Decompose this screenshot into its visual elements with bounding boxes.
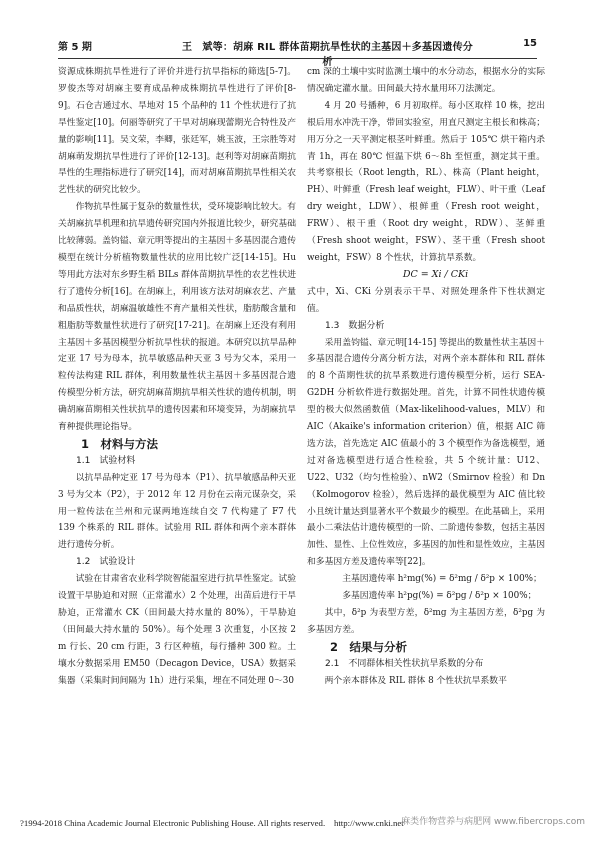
- running-header: [58, 38, 537, 68]
- watermark-text: 麻类作物营养与病肥网 www.fibercrops.com: [401, 817, 585, 827]
- page-footer: [20, 816, 585, 830]
- equation-line: 多基因遗传率 h²pg(%) = δ²pg / δ²p × 100%；: [342, 591, 537, 602]
- paragraph: 式中，Xi、CKi 分别表示干旱、对照处理条件下性状测定值。: [307, 286, 545, 314]
- subsection-heading: 2.1 不同群体相关性状抗旱系数的分布: [325, 658, 484, 669]
- section-heading: 2 结果与分析: [330, 639, 408, 654]
- page-number: 15: [523, 38, 537, 49]
- paragraph: 资源成株期抗旱性进行了评价并进行抗旱指标的筛选[5-7]。罗俊杰等对胡麻主要育成品种成株期抗旱性进行了评价[8-9]。石仓吉通过水、旱地对 15 个品种的 11 个性状进行了抗旱性鉴定[10]。何丽等研究了干旱对胡麻现蕾期光合特性及产量的影响[11]。吴文荣，李卿，张廷军，姚玉波，王宗胜等对胡麻萌发期抗旱性进行了评价[12-13]。赵利等对胡麻苗期抗旱性的生理指标进行了研究[14]，而对胡麻苗期抗旱性相关农艺性状的研究比较少。: [58, 67, 296, 196]
- subsection-heading: 1.2 试验设计: [76, 557, 136, 568]
- paragraph: 4 月 20 号播种，6 月初取样。每小区取样 10 株，挖出根后用水冲洗干净，带回实验室，用直尺测定主根长和株高；用万分之一天平测定根茎叶鲜重。然后于 105℃ 烘干箱内杀青 1h，再在 80℃ 恒温下烘 6～8h 至恒重，测定其干重。共考察根长（Root length，RL）、株高（Plant height，PH）、叶鲜重（Fresh leaf weight，FLW）、叶干重（Leaf dry weight，LDW）、根鲜重（Fresh root weight，FRW）、根干重（Root dry weight，RDW）、茎鲜重（Fresh shoot weight，FSW）、茎干重（Fresh shoot weight，FSW）8 个性状，计算抗旱系数。: [307, 100, 545, 263]
- left-column: [58, 64, 296, 690]
- paragraph: 两个亲本群体及 RIL 群体 8 个性状抗旱系数平: [324, 675, 507, 686]
- paragraph: 其中，δ²p 为表型方差，δ²mg 为主基因方差，δ²pg 为多基因方差。: [307, 608, 545, 635]
- paragraph: 试验在甘肃省农业科学院智能温室进行抗旱性鉴定。试验设置干旱胁迫和对照（正常灌水）2 个处理，出苗后进行干旱胁迫，正常灌水 CK（田间最大持水量的 80%），干旱胁迫（田间最大持水量的 50%）。每个处理 3 次重复，小区按 2 m 行长、20 cm 行距，3 行区种植，每行播种 300 粒。土壤水分数据采用 EM50（Decagon Device，USA）数据采集器（采集时间间隔为 1h）进行采集，埋在不同处理 0～30: [58, 574, 296, 686]
- right-column: [307, 64, 545, 690]
- section-heading: 1 材料与方法: [81, 436, 159, 451]
- copyright-notice: ?1994-2018 China Academic Journal Electronic Publishing House. All rights reserved. http://www.cnki.net: [20, 818, 404, 828]
- subsection-heading: 1.1 试验材料: [76, 455, 136, 466]
- subsection-heading: 1.3 数据分析: [325, 320, 385, 331]
- formula: DC = Xi / CKi: [402, 268, 469, 280]
- header-rule: [58, 58, 537, 59]
- issue-number: 第 5 期: [58, 42, 92, 53]
- paragraph: cm 深的土壤中实时监测土壤中的水分动态，根据水分的实际情况确定灌水量。田间最大持水量用环刀法测定。: [307, 67, 545, 94]
- paragraph: 采用盖钧镒、章元明[14-15] 等提出的数量性状主基因＋多基因混合遗传分离分析方法，对两个亲本群体和 RIL 群体的 8 个苗期性状的抗旱系数进行遗传模型分析，运行 SEA-G2DH 分析软件进行数据处理。首先，计算不同性状遗传模型的极大似然函数值（Max-likelihood-values，MLV）和 AIC（Akaike's information criterion）值，根据 AIC 筛选方法，首先选定 AIC 值最小的 3 个模型作为备选模型，通过对备选模型进行适合性检验，共 5 个统计量：U12、U22、U32（均匀性检验）、nW2（Smirnov 检验）和 Dn（Kolmogorov 检验），然后选择的最优模型为 AIC 值比较小且统计量达到显著水平个数最少的模型。在此基础上，采用最小二乘法估计遗传模型的一阶、二阶遗传参数，包括主基因加性、显性、上位性效应，多基因的加性和显性效应，主基因和多基因方差及遗传率等[22]。: [307, 337, 545, 568]
- paragraph: 作物抗旱性属于复杂的数量性状，受环境影响比较大。有关胡麻抗旱机理和抗旱遗传研究国内外报道比较少，研究基础比较薄弱。盖钧镒、章元明等提出的主基因＋多基因混合遗传模型在统计分析植物数量性状的应用比较广泛[14-15]。Hu 等用此方法对东乡野生稻 BILs 群体苗期抗旱性的农艺性状进行了遗传分析[16]。在胡麻上，利用该方法对胡麻农艺、产量和品质性状，胡麻温敏雄性不育产量相关性状，脂肪酸含量和粗脂肪等数量性状进行了研究[17-21]。在胡麻上还没有利用主基因＋多基因模型分析抗旱性状的报道。本研究以抗旱品种定亚 17 号为母本，抗旱敏感品种天亚 3 号为父本，采用一粒传法构建 RIL 群体，利用数量性状主基因＋多基因混合遗传模型分析方法，研究胡麻苗期抗旱相关性状的遗传机制，明确胡麻苗期相关性状抗旱的遗传因素和环境变异，为胡麻抗旱育种提供理论指导。: [58, 202, 296, 433]
- paragraph: 以抗旱品种定亚 17 号为母本（P1）、抗旱敏感品种天亚 3 号为父本（P2），于 2012 年 12 月份在云南元谋杂交，采用一粒传法在兰州和元谋两地连续自交 7 代构建了 F7 代 139 个株系的 RIL 群体。试验用 RIL 群体和两个亲本群体进行遗传分析。: [58, 472, 296, 551]
- equation-line: 主基因遗传率 h²mg(%) = δ²mg / δ²p × 100%；: [342, 574, 542, 585]
- running-title: 王 斌等：胡麻 RIL 群体苗期抗旱性状的主基因＋多基因遗传分析: [182, 42, 473, 68]
